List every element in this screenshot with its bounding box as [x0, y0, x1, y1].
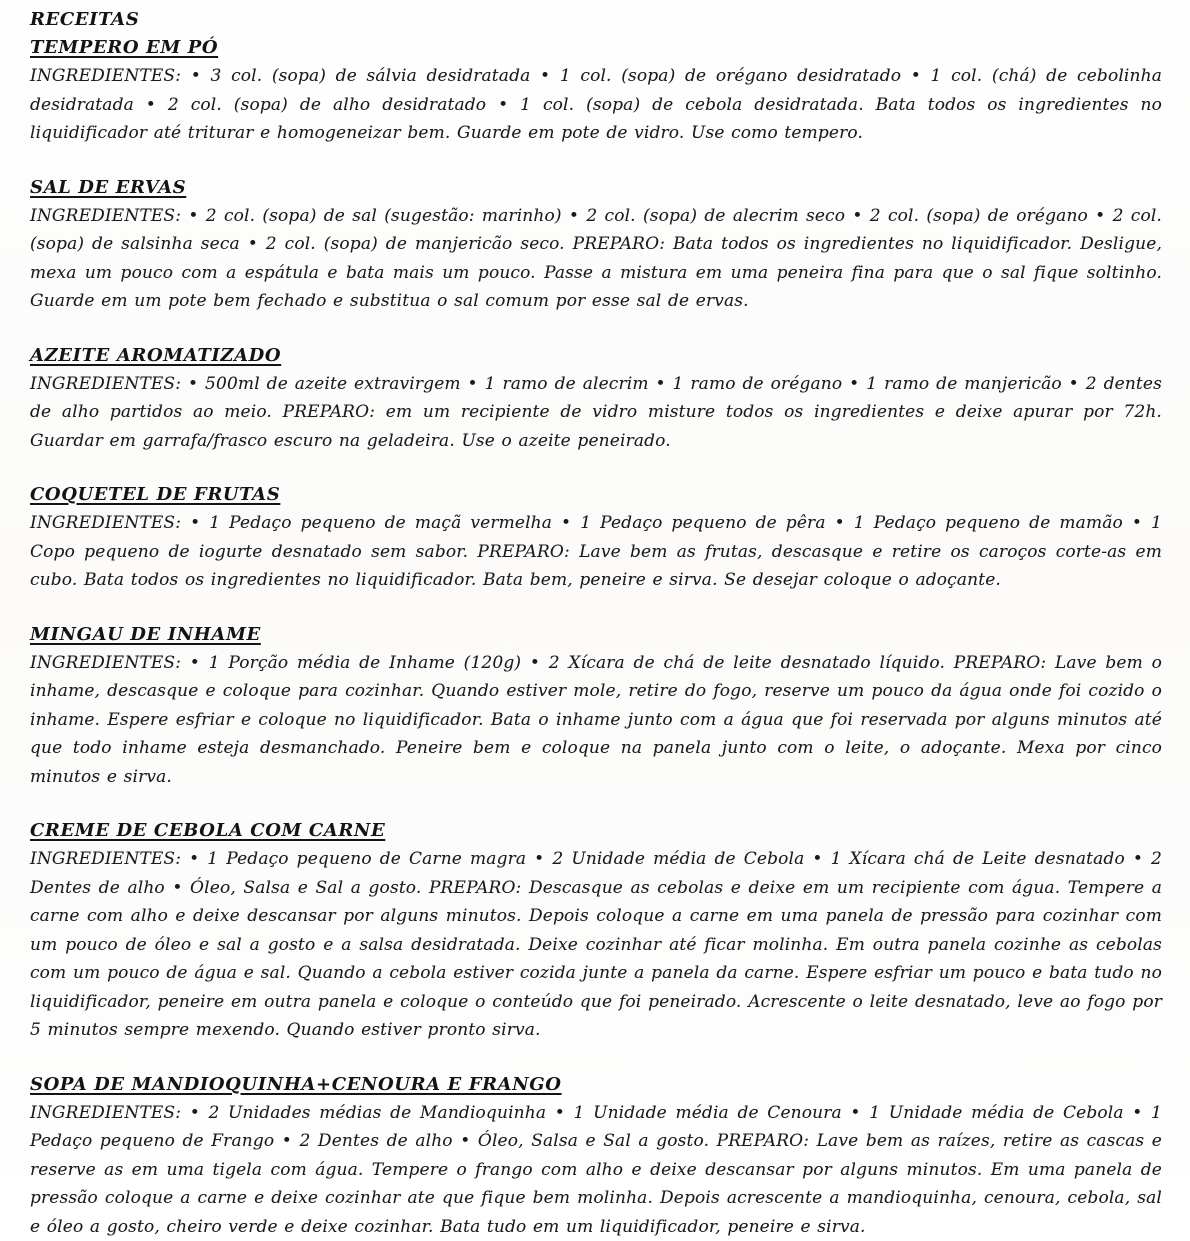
recipe-title: TEMPERO EM PÓ: [30, 34, 1162, 62]
recipe-body: INGREDIENTES: • 2 Unidades médias de Mandioquinha • 1 Unidade média de Cenoura • 1 Unidade média de Cebola • 1 Pedaço pequeno de Frango • 2 Dentes de alho • Óleo, Salsa e Sal a gosto. PREPARO: Lave bem as raízes, retire as cascas e reserve as em uma tigela com água. Tempere o frango com alho e deixe descansar por alguns minutos. Em uma panela de pressão coloque a carne e deixe cozinhar ate que fique bem molinha. Depois acrescente a mandioquinha, cenoura, cebola, sal e óleo a gosto, cheiro verde e deixe cozinhar. Bata tudo em um liquidificador, peneire e sirva.: [30, 1099, 1162, 1241]
recipe-section-coquetel-de-frutas: [30, 481, 1162, 595]
recipe-section-tempero-em-po: [30, 34, 1162, 148]
recipe-section-creme-de-cebola-com-carne: [30, 817, 1162, 1045]
recipe-body: INGREDIENTES: • 500ml de azeite extravirgem • 1 ramo de alecrim • 1 ramo de orégano • 1 ramo de manjericão • 2 dentes de alho partidos ao meio. PREPARO: em um recipiente de vidro misture todos os ingredientes e deixe apurar por 72h. Guardar em garrafa/frasco escuro na geladeira. Use o azeite peneirado.: [30, 370, 1162, 456]
recipe-title: MINGAU DE INHAME: [30, 621, 1162, 649]
recipe-title: COQUETEL DE FRUTAS: [30, 481, 1162, 509]
recipe-body: INGREDIENTES: • 1 Pedaço pequeno de maçã vermelha • 1 Pedaço pequeno de pêra • 1 Pedaço pequeno de mamão • 1 Copo pequeno de iogurte desnatado sem sabor. PREPARO: Lave bem as frutas, descasque e retire os caroços corte-as em cubo. Bata todos os ingredientes no liquidificador. Bata bem, peneire e sirva. Se desejar coloque o adoçante.: [30, 509, 1162, 595]
recipe-body: INGREDIENTES: • 1 Porção média de Inhame (120g) • 2 Xícara de chá de leite desnatado líquido. PREPARO: Lave bem o inhame, descasque e coloque para cozinhar. Quando estiver mole, retire do fogo, reserve um pouco da água onde foi cozido o inhame. Espere esfriar e coloque no liquidificador. Bata o inhame junto com a água que foi reservada por alguns minutos até que todo inhame esteja desmanchado. Peneire bem e coloque na panela junto com o leite, o adoçante. Mexa por cinco minutos e sirva.: [30, 649, 1162, 792]
recipe-body: INGREDIENTES: • 3 col. (sopa) de sálvia desidratada • 1 col. (sopa) de orégano desidratado • 1 col. (chá) de cebolinha desidratada • 2 col. (sopa) de alho desidratado • 1 col. (sopa) de cebola desidratada. Bata todos os ingredientes no liquidificador até triturar e homogeneizar bem. Guarde em pote de vidro. Use como tempero.: [30, 62, 1162, 148]
page-title: RECEITAS: [30, 6, 1162, 34]
recipe-title: AZEITE AROMATIZADO: [30, 342, 1162, 370]
recipe-title: CREME DE CEBOLA COM CARNE: [30, 817, 1162, 845]
recipe-section-sal-de-ervas: [30, 174, 1162, 316]
recipe-title: SAL DE ERVAS: [30, 174, 1162, 202]
recipe-body: INGREDIENTES: • 1 Pedaço pequeno de Carne magra • 2 Unidade média de Cebola • 1 Xícara chá de Leite desnatado • 2 Dentes de alho • Óleo, Salsa e Sal a gosto. PREPARO: Descasque as cebolas e deixe em um recipiente com água. Tempere a carne com alho e deixe descansar por alguns minutos. Depois coloque a carne em uma panela de pressão para cozinhar com um pouco de óleo e sal a gosto e a salsa desidratada. Deixe cozinhar até ficar molinha. Em outra panela cozinhe as cebolas com um pouco de água e sal. Quando a cebola estiver cozida junte a panela da carne. Espere esfriar um pouco e bata tudo no liquidificador, peneire em outra panela e coloque o conteúdo que foi peneirado. Acrescente o leite desnatado, leve ao fogo por 5 minutos sempre mexendo. Quando estiver pronto sirva.: [30, 845, 1162, 1045]
recipe-body: INGREDIENTES: • 2 col. (sopa) de sal (sugestão: marinho) • 2 col. (sopa) de alecrim seco • 2 col. (sopa) de orégano • 2 col. (sopa) de salsinha seca • 2 col. (sopa) de manjericão seco. PREPARO: Bata todos os ingredientes no liquidificador. Desligue, mexa um pouco com a espátula e bata mais um pouco. Passe a mistura em uma peneira fina para que o sal fique soltinho. Guarde em um pote bem fechado e substitua o sal comum por esse sal de ervas.: [30, 202, 1162, 316]
recipe-title: SOPA DE MANDIOQUINHA+CENOURA E FRANGO: [30, 1071, 1162, 1099]
recipe-section-sopa-de-mandioquinha-cenoura-e-frango: [30, 1071, 1162, 1241]
recipe-section-azeite-aromatizado: [30, 342, 1162, 456]
recipe-section-mingau-de-inhame: [30, 621, 1162, 792]
